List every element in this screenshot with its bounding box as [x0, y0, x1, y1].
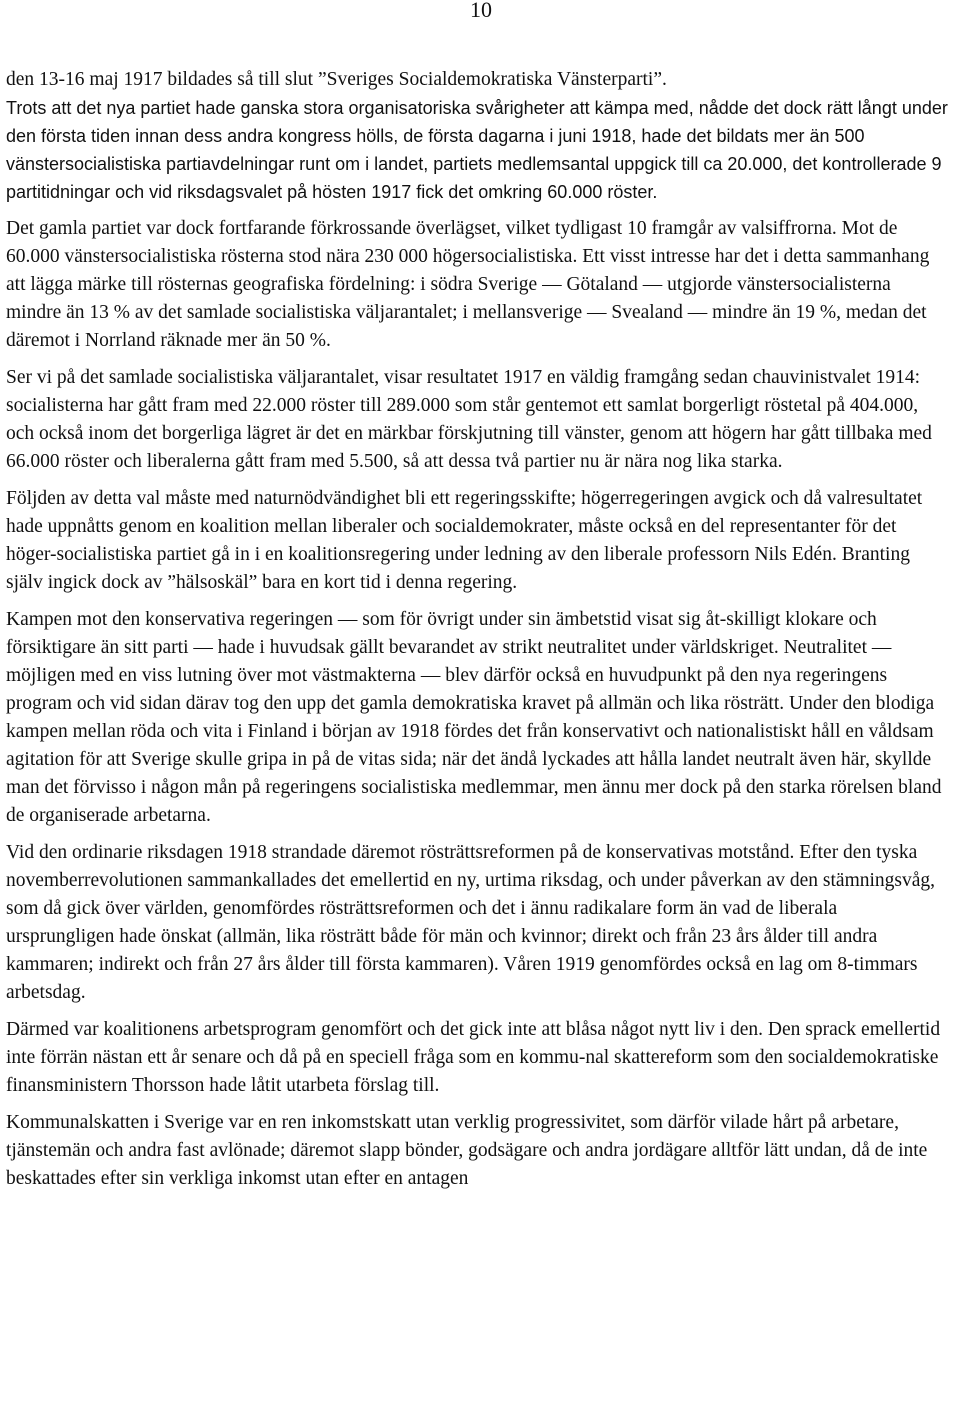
paragraph-2: Trots att det nya partiet hade ganska stora organisatoriska svårigheter att kämpa med, nådde det dock rätt långt under den första tiden innan dess andra kongress hölls, de första dagarna i juni 1918, hade det bildats mer än 500 vänstersocialistiska partiavdelningar runt om i landet, partiets medlemsantal uppgick till ca 20.000, det kontrollerade 9 partitidningar och vid riksdagsvalet på hösten 1917 fick det omkring 60.000 röster.: [6, 98, 948, 202]
page-number: 10: [470, 0, 492, 22]
paragraph-1: den 13-16 maj 1917 bildades så till slut ”Sveriges Socialdemokratiska Vänsterparti”.: [6, 69, 667, 90]
paragraph-9: Kommunalskatten i Sverige var en ren inkomstskatt utan verklig progressivitet, som därför vilade hårt på arbetare, tjänstemän och andra fast avlönade; däremot slapp bönder, godsägare och andra jordägare alltför lätt undan, då de inte beskattades efter sin verkliga inkomst utan efter en antagen: [6, 1112, 928, 1189]
paragraph-8: Därmed var koalitionens arbetsprogram genomfört och det gick inte att blåsa något nytt liv i den. Den sprack emellertid inte förrän nästan ett år senare och då på en speciell fråga som en kommu-nal skattereform som den socialdemokratiske finansministern Thorsson hade låtit utarbeta förslag till.: [6, 1019, 941, 1096]
paragraph-4: Ser vi på det samlade socialistiska väljarantalet, visar resultatet 1917 en väldig framgång sedan chauvinistvalet 1914: socialisterna har gått fram med 22.000 röster till 289.000 som står gentemot ett samlat borgerligt röstetal på 404.000, och också inom det borgerliga lägret är det en märkbar förskjutning till vänster, genom att högern har gått tillbaka med 66.000 röster och liberalerna gått fram med 5.500, så att dessa två partier nu är nära nog lika starka.: [6, 367, 932, 472]
paragraph-6: Kampen mot den konservativa regeringen — som för övrigt under sin ämbetstid visat sig åt-skilligt klokare och försiktigare än sitt parti — hade i huvudsak gällt bevarandet av strikt neutralitet under världskriget. Neutralitet — möjligen med en viss lutning över mot västmakterna — blev därför också en huvudpunkt på den nya regeringens program och vid sidan därav tog den upp det gamla demokratiska kravet på allmän och lika rösträtt. Under den blodiga kampen mellan röda och vita i Finland i början av 1918 fördes det från konservativt och nationalistiskt håll en våldsam agitation för att Sverige skulle gripa in på de vitas sida; när det ändå lyckades att hålla landet neutralt även här, skyllde man det förvisso i någon mån på regeringens socialistiska medlemmar, men ännu mer dock på den starka rörelsen bland de organiserade arbetarna.: [6, 609, 942, 826]
paragraph-5: Följden av detta val måste med naturnödvändighet bli ett regeringsskifte; högerregeringen avgick och då valresultatet hade uppnåtts genom en koalition mellan liberaler och socialdemokrater, måste också en del representanter för det höger-socialistiska partiet gå in i en koalitionsregering under ledning av den liberale professorn Nils Edén. Branting själv ingick dock av ”hälsoskäl” bara en kort tid i denna regering.: [6, 488, 923, 593]
paragraph-3: Det gamla partiet var dock fortfarande förkrossande överlägset, vilket tydligast 10 framgår av valsiffrorna. Mot de 60.000 vänstersocialistiska rösterna stod nära 230 000 högersocialistiska. Ett visst intresse har det i detta sammanhang att lägga märke till rösternas geografiska fördelning: i södra Sverige — Götaland — utgjorde vänstersocialisterna mindre än 13 % av det samlade socialistiska väljarantalet; i mellansverige — Svealand — mindre än 19 %, medan det däremot i Norrland räknade mer än 50 %.: [6, 218, 930, 351]
paragraph-7: Vid den ordinarie riksdagen 1918 strandade däremot rösträttsreformen på de konservativas motstånd. Efter den tyska novemberrevolutionen sammankallades det emellertid en ny, urtima riksdag, och under påverkan av den stämningsvåg, som då gick över världen, genomfördes rösträttsreformen och det i ännu radikalare form än vad de liberala ursprungligen hade önskat (allmän, lika rösträtt både för män och kvinnor; direkt och från 23 års ålder till andra kammaren; indirekt och från 27 års ålder till första kammaren). Våren 1919 genomfördes också en lag om 8-timmars arbetsdag.: [6, 842, 936, 1003]
document-body: [6, 66, 950, 1202]
